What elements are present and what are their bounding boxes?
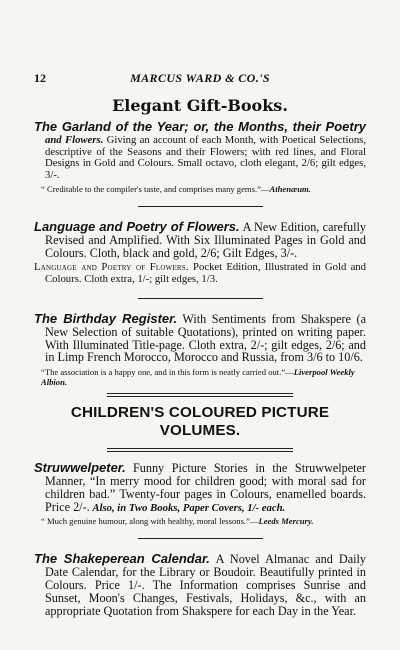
children-underline [107, 448, 293, 452]
subentry-title: Language and Poetry of Flowers. [34, 261, 189, 274]
entry-title: Language and Poetry of Flowers. [34, 218, 240, 234]
divider-rule [138, 538, 263, 539]
entry-subtitle: and Flowers. [45, 133, 104, 146]
entry-emphasis: Also, in Two Books, Paper Covers, 1/- each. [92, 501, 286, 514]
entry-language-poetry [34, 218, 366, 260]
divider-rule [138, 206, 263, 207]
children-section-title: CHILDREN'S COLOURED PICTURE VOLUMES. [70, 404, 330, 440]
quote-source: Leeds Mercury. [258, 516, 314, 527]
quote-source: Liverpool Weekly Albion. [41, 367, 355, 388]
entry-quote: “ Creditable to the compiler's taste, and comprises many gems.”—Athenæum. [41, 183, 311, 194]
entry-body: A Novel Almanac and Daily Date Calendar, for the Library or Boudoir. Beautifully printed in Colours. Price 1/-. The Information comprises Sunrise and Sunset, Moon's Changes, Festivals, Holidays, &c., with an appropriate Quotation from Shakspere for each Day in the Year. [45, 552, 366, 618]
running-head [34, 71, 366, 85]
entry-birthday-register [34, 310, 367, 365]
entry-shakespearean-calendar [34, 553, 366, 618]
entry-title: Struwwelpeter. [34, 460, 126, 476]
entry-struwwelpeter [34, 462, 366, 514]
running-title: MARCUS WARD & CO.'S [130, 71, 270, 85]
entry-title: The Birthday Register. [34, 310, 178, 326]
entry-quote: “The association is a happy one, and in this form is neatly carried out.”—Liverpool Weekly Albion. [41, 367, 355, 388]
entry-title: The Garland of the Year; or, the Months, their Poetry [34, 119, 366, 134]
entry-title: The Shakeperean Calendar. [34, 551, 210, 567]
entry-pocket-edition [34, 262, 366, 286]
section-title: Elegant Gift-Books. [112, 96, 288, 115]
entry-body: A New Edition, carefully Revised and Amplified. With Six Illuminated Pages in Gold and Colours. Cloth, black and gold, 2/6; Gilt Edges, 3/-. [45, 219, 366, 260]
entry-quote: “ Much genuine humour, along with healthy, moral lessons.”—Leeds Mercury. [41, 516, 314, 527]
double-rule [107, 393, 293, 397]
page-number: 12 [34, 71, 46, 85]
entry-body: Giving an account of each Month, with Poetical Selections, descriptive of the Seasons and their Flowers; with red lines, and Floral Designs in Gold and Colours. Small octavo, cloth elegant, 2/6; gilt edges, 3/-. [45, 133, 367, 182]
quote-source: Athenæum. [269, 183, 311, 194]
divider-rule [138, 298, 263, 299]
subentry-body: Pocket Edition, Illustrated in Gold and Colours. Cloth extra, 1/-; gilt edges, 1/3. [45, 261, 366, 286]
entry-body: Funny Picture Stories in the Struwwelpeter Manner, “In merry mood for children good; with moral sad for children bad.” Twenty-four pages in Colours, enamelled boards. Price 2/-. [45, 461, 366, 514]
entry-body: With Sentiments from Shakspere (a New Selection of suitable Quotations), printed on writing paper. With Illuminated Title-page. Cloth extra, 2/-; gilt edges, 2/6; and in Limp French Morocco, Morocco and Russia, from 3/6 to 10/6. [45, 311, 367, 365]
entry-garland [34, 121, 366, 182]
